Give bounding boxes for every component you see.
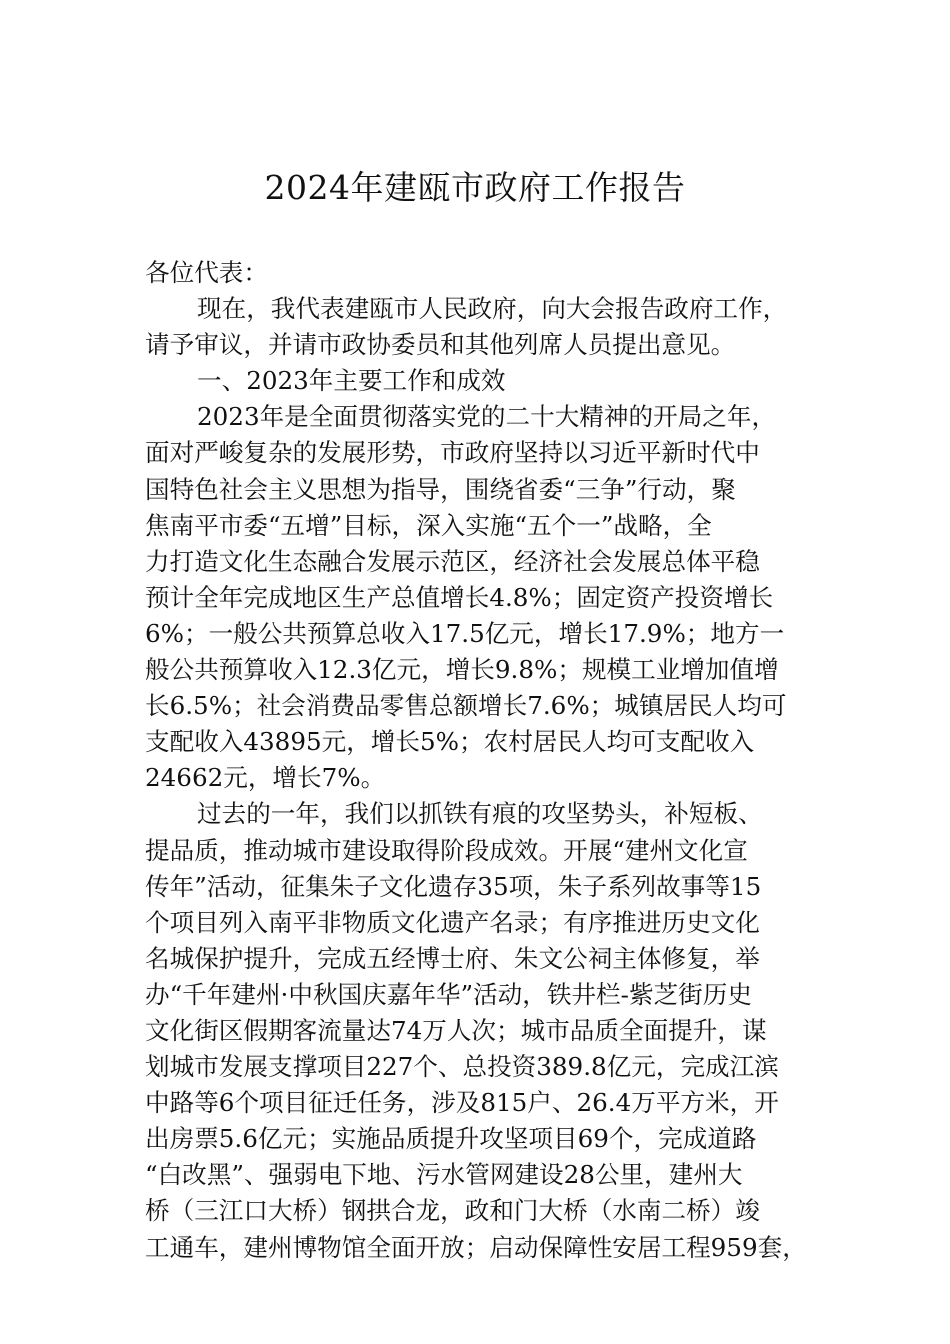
body-line: 各位代表： (145, 258, 268, 287)
body-line: 面对严峻复杂的发展形势，市政府坚持以习近平新时代中 (145, 438, 760, 468)
body-line: 中路等6个项目征迁任务，涉及815户、26.4万平方米，开 (145, 1088, 779, 1118)
body-line: 工通车，建州博物馆全面开放；启动保障性安居工程959套， (145, 1232, 807, 1262)
body-line: 般公共预算收入12.3亿元，增长9.8%；规模工业增加值增 (145, 655, 779, 685)
body-line: 2023年是全面贯彻落实党的二十大精神的开局之年， (197, 402, 777, 432)
body-line: 个项目列入南平非物质文化遗产名录；有序推进历史文化 (145, 907, 760, 937)
body-line: 24662元，增长7%。 (145, 763, 386, 793)
body-line: 预计全年完成地区生产总值增长4.8%；固定资产投资增长 (145, 582, 774, 612)
body-line: 名城保护提升，完成五经博士府、朱文公祠主体修复，举 (145, 943, 760, 973)
body-line: 桥（三江口大桥）钢拱合龙，政和门大桥（水南二桥）竣 (145, 1196, 760, 1226)
document-title: 2024年建瓯市政府工作报告 (264, 168, 686, 207)
body-line: 国特色社会主义思想为指导，围绕省委“三争”行动，聚 (145, 474, 736, 504)
body-line: 传年”活动，征集朱子文化遗存35项，朱子系列故事等15 (145, 871, 762, 901)
body-line: 现在，我代表建瓯市人民政府，向大会报告政府工作， (197, 294, 788, 324)
body-line: 支配收入43895元，增长5%；农村居民人均可支配收入 (145, 727, 755, 757)
body-line: 出房票5.6亿元；实施品质提升攻坚项目69个，完成道路 (145, 1124, 757, 1154)
body-line: 提品质，推动城市建设取得阶段成效。开展“建州文化宣 (145, 835, 748, 865)
body-line: 力打造文化生态融合发展示范区，经济社会发展总体平稳 (145, 546, 760, 576)
body-line: 划城市发展支撑项目227个、总投资389.8亿元，完成江滨 (145, 1052, 779, 1082)
body-line: 长6.5%；社会消费品零售总额增长7.6%；城镇居民人均可 (145, 691, 787, 721)
body-line: 文化街区假期客流量达74万人次；城市品质全面提升，谋 (145, 1015, 767, 1045)
body-line: 一、2023年主要工作和成效 (197, 366, 506, 396)
body-line: 过去的一年，我们以抓铁有痕的攻坚势头，补短板、 (197, 799, 763, 829)
body-line: 焦南平市委“五增”目标，深入实施“五个一”战略，全 (145, 510, 712, 540)
document-body (145, 255, 825, 1266)
body-line: 办“千年建州·中秋国庆嘉年华”活动，铁井栏-紫芝街历史 (145, 979, 752, 1009)
body-line: “白改黑”、强弱电下地、污水管网建设28公里，建州大 (145, 1160, 743, 1190)
body-line: 6%；一般公共预算总收入17.5亿元，增长17.9%；地方一 (145, 618, 785, 648)
body-line: 请予审议，并请市政协委员和其他列席人员提出意见。 (145, 330, 736, 360)
